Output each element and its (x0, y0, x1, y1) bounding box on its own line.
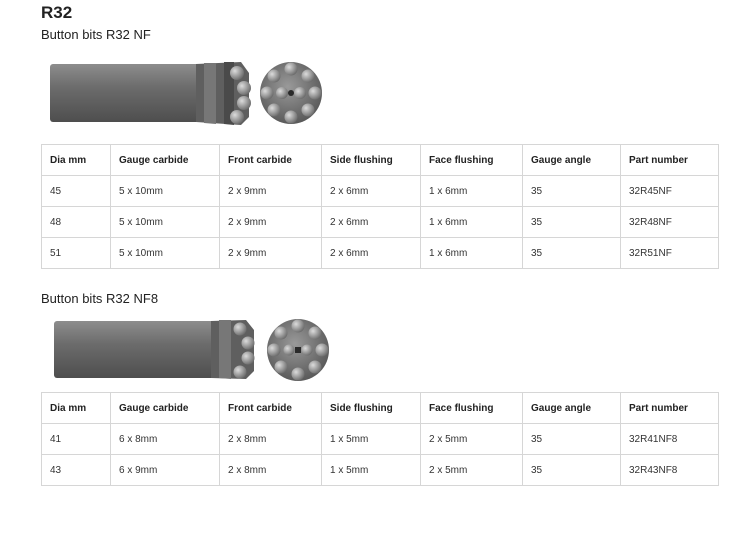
table-cell: 1 x 6mm (421, 238, 523, 269)
table-row (42, 176, 719, 207)
column-header: Gauge angle (523, 145, 621, 176)
table-cell: 2 x 9mm (220, 207, 322, 238)
table-cell: 1 x 6mm (421, 176, 523, 207)
table-cell: 1 x 5mm (322, 424, 421, 455)
section-title-nf: Button bits R32 NF (41, 27, 151, 42)
table-cell: 35 (523, 176, 621, 207)
table-cell: 51 (42, 238, 111, 269)
column-header: Dia mm (42, 145, 111, 176)
column-header: Part number (621, 145, 719, 176)
table-cell: 45 (42, 176, 111, 207)
table-cell: 2 x 9mm (220, 238, 322, 269)
table-cell: 32R51NF (621, 238, 719, 269)
table-row (42, 207, 719, 238)
column-header: Gauge carbide (111, 393, 220, 424)
button-bit-nf-image (41, 47, 341, 137)
table-cell: 35 (523, 238, 621, 269)
table-cell: 5 x 10mm (111, 207, 220, 238)
table-cell: 32R45NF (621, 176, 719, 207)
column-header: Front carbide (220, 145, 322, 176)
table-cell: 35 (523, 207, 621, 238)
button-bit-nf8-image (41, 305, 341, 395)
table-row (42, 424, 719, 455)
column-header: Gauge angle (523, 393, 621, 424)
table-cell: 48 (42, 207, 111, 238)
section-title-nf8: Button bits R32 NF8 (41, 291, 159, 306)
table-cell: 35 (523, 455, 621, 486)
table-cell: 5 x 10mm (111, 238, 220, 269)
page-title: R32 (41, 3, 73, 22)
spec-table-nf8 (41, 392, 719, 486)
table-cell: 1 x 5mm (322, 455, 421, 486)
table-cell: 2 x 6mm (322, 207, 421, 238)
spec-table-nf (41, 144, 719, 269)
table-row (42, 238, 719, 269)
table-cell: 2 x 6mm (322, 176, 421, 207)
table-cell: 5 x 10mm (111, 176, 220, 207)
table-cell: 1 x 6mm (421, 207, 523, 238)
table-row (42, 455, 719, 486)
table-header-row (42, 145, 719, 176)
table-cell: 6 x 8mm (111, 424, 220, 455)
table-cell: 6 x 9mm (111, 455, 220, 486)
table-cell: 41 (42, 424, 111, 455)
column-header: Face flushing (421, 393, 523, 424)
table-cell: 32R48NF (621, 207, 719, 238)
table-cell: 32R43NF8 (621, 455, 719, 486)
table-cell: 43 (42, 455, 111, 486)
table-cell: 2 x 9mm (220, 176, 322, 207)
table-cell: 2 x 5mm (421, 424, 523, 455)
column-header: Dia mm (42, 393, 111, 424)
table-cell: 2 x 8mm (220, 424, 322, 455)
column-header: Front carbide (220, 393, 322, 424)
table-cell: 2 x 6mm (322, 238, 421, 269)
column-header: Face flushing (421, 145, 523, 176)
column-header: Side flushing (322, 393, 421, 424)
table-cell: 2 x 8mm (220, 455, 322, 486)
table-cell: 35 (523, 424, 621, 455)
column-header: Gauge carbide (111, 145, 220, 176)
column-header: Part number (621, 393, 719, 424)
table-cell: 32R41NF8 (621, 424, 719, 455)
table-cell: 2 x 5mm (421, 455, 523, 486)
column-header: Side flushing (322, 145, 421, 176)
table-header-row (42, 393, 719, 424)
